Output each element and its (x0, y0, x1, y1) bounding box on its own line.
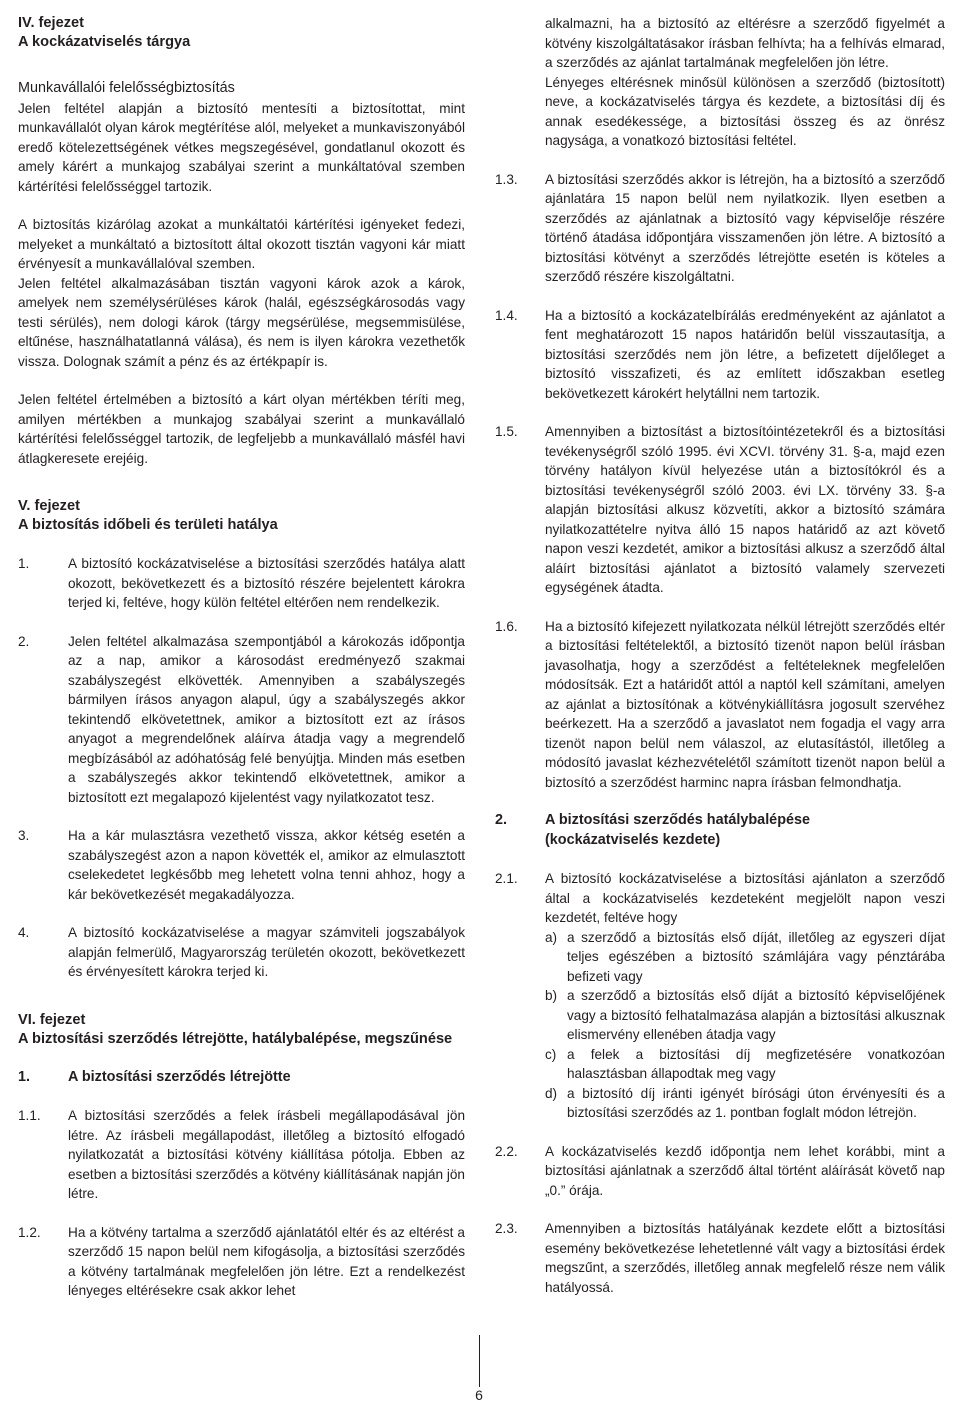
item-text: A biztosítási szerződés a felek írásbeli megállapodásával jön létre. Az írásbeli megállapodást, illetőleg a biztosító elfogadó nyilatkozatát a biztosítási kötvény kiállítása pótolja. Ebben az esetben a biztosítási szerződés a kötvény kiállításának napján jön létre. (68, 1108, 465, 1201)
list-item (495, 170, 945, 287)
item-number: 1.1. (18, 1108, 41, 1123)
right-column (495, 14, 945, 1297)
chapter-4-number: IV. fejezet (18, 15, 84, 31)
continued-paragraph (495, 73, 945, 151)
list-item (495, 1142, 945, 1201)
section-number: 2. (495, 812, 508, 828)
left-column (18, 14, 465, 1301)
item-text: Ha a kötvény tartalma a szerződő ajánlatától eltér és az eltérést a szerződő 15 napon belül nem kifogásolja, a biztosítási szerződés a kötvény tartalmának megfelelően jön létre. Ezt a rendelkezést lényeges eltérésekre csak akkor lehet (68, 1224, 465, 1298)
item-number: 2.3. (495, 1221, 518, 1236)
section-2-heading (495, 811, 945, 850)
list-item (18, 923, 465, 982)
item-number: 1.3. (495, 171, 518, 187)
item-number: 1.2. (18, 1224, 41, 1240)
sub-item-letter: a) (545, 929, 558, 945)
item-number: 2. (18, 633, 30, 649)
section-title: A biztosítási szerződés létrejötte (68, 1068, 291, 1085)
item-number: 4. (18, 925, 30, 940)
sub-list-item (545, 1084, 945, 1123)
chapter-6-number: VI. fejezet (18, 1011, 86, 1028)
continued-text-2: Lényeges eltérésnek minősül különösen a szerződő (biztosított) neve, a kockázatviselés tárgya és kezdete, a biztosítási díj és annak esedékessége, a biztosítási összeg és az önrész nagysága, a vonatkozó biztosítási feltétel. (545, 74, 945, 148)
list-item (495, 422, 945, 598)
item-number: 1.6. (495, 618, 518, 634)
list-item (495, 306, 945, 404)
liability-paragraph-4: Jelen feltétel értelmében a biztosító a kárt olyan mértékben téríti meg, amilyen mértékben a munkajog szabályai szerint a munkavállaló kártérítési felelősséggel tartozik, de legfeljebb a munkavállaló másfél havi átlagkeresete erejéig. (18, 392, 465, 466)
chapter-5-number: V. fejezet (18, 498, 80, 514)
item-number: 1. (18, 556, 30, 571)
page-number: 6 (466, 1387, 492, 1403)
sub-item-text: a biztosító díj iránti igényét bírósági úton érvényesíti és a biztosítási szerződés az 1. pontban foglalt módon létrejön. (567, 1085, 945, 1120)
continued-paragraph (495, 14, 945, 73)
list-item (495, 1219, 945, 1297)
section-number: 1. (18, 1068, 31, 1085)
sub-item-text: a felek a biztosítási díj megfizetésére vonatkozóan halasztásban állapodtak meg vagy (567, 1046, 945, 1081)
item-text: A biztosító kockázatviselése a biztosítási szerződés hatálya alatt okozott, bekövetkezett és a biztosító részére bejelentett károkra terjed ki, feltéve, hogy külön feltétel eltérően nem rendelkezik. (68, 556, 465, 610)
list-item (495, 617, 945, 793)
item-number: 2.1. (495, 871, 518, 886)
list-item (18, 632, 465, 808)
item-text: Ha a biztosító kifejezett nyilatkozata nélkül létrejött szerződés eltér a biztosítási feltételektől, a biztosító tizenöt napon belül írásban javasolhatja, hogy a szerződést a feltételeknek megfelelően módosítsák. Ezt a határidőt attól a naptól kell számítani, amelyen az ajánlat a biztosítónak a kötvénykiállításra jogosult szervéhez beérkezett. Ha a szerződő a javaslatot nem fogadja el vagy arra tizenöt napon belül nem válaszol, az elutasítástól, illetőleg a módosító javaslat kézhezvételétől számított tizenöt napon belül a biztosító a szerződést harminc napra írásban felmondhatja. (545, 618, 945, 790)
item-number: 2.2. (495, 1143, 518, 1159)
item-text: Ha a biztosító a kockázatelbírálás eredményeként az ajánlatot a fent meghatározott 15 napos határidőn belül visszautasítja, a biztosítási szerződés nem jön létre, a befizetett díjelőleget a biztosító visszafizeti, és az említett időszakban esetleg bekövetkezett károkért helytállni nem tartozik. (545, 307, 945, 401)
section-title-line-1: A biztosítási szerződés hatálybalépése (545, 812, 810, 828)
item-text: A biztosító kockázatviselése a magyar számviteli jogszabályok alapján felmerülő, Magyarország területén okozott, bekövetkezett és érvényesített károkra terjed ki. (68, 925, 465, 979)
list-item (18, 1223, 465, 1301)
item-text: Amennyiben a biztosítás hatályának kezdete előtt a biztosítási esemény bekövetkezése lehetetlenné vált vagy a biztosítási érdek megszűnt, a szerződés, illetőleg annak megfelelő része nem válik hatályossá. (545, 1221, 945, 1295)
item-number: 1.4. (495, 307, 518, 323)
list-item (18, 826, 465, 904)
item-text: A biztosító kockázatviselése a biztosítási ajánlaton a szerződő által a kockázatviselés kezdeteként megjelölt napon veszi kezdetét, feltéve hogy (545, 871, 945, 925)
sub-item-text: a szerződő a biztosítás első díját, illetőleg az egyszeri díjat teljes egészében a biztosító számlájára vagy pénztárába befizeti vagy (567, 929, 945, 984)
section-title-line-2: (kockázatviselés kezdete) (545, 831, 721, 848)
liability-paragraph-1: Jelen feltétel alapján a biztosító mentesíti a biztosítottat, mint munkavállalót olyan károk megtérítése alól, melyeket a munkaviszonyából eredő kötelezettségének vétkes megszegésével, gondatlanul okozott és amely kárért a munkajog szabályai szerint a munkáltatóval szemben kártérítési felelősséggel tartozik. (18, 100, 465, 194)
list-item (495, 869, 945, 1123)
list-item (18, 554, 465, 613)
chapter-5-title: A biztosítás időbeli és területi hatálya (18, 517, 278, 533)
sub-list-item (545, 928, 945, 987)
chapter-6-title: A biztosítási szerződés létrejötte, hatálybalépése, megszűnése (18, 1030, 453, 1047)
item-text: A biztosítási szerződés akkor is létrejön, ha a biztosító a szerződő ajánlatára 15 napon belül nem nyilatkozik. Ilyen esetben a szerződés az ajánlatnak a biztosító vagy képviselője részére történő átadása időpontjára visszamenően jön létre. A biztosító a biztosítási kötvényt a szerződés létrejötte esetén is köteles a szerződő részére kiszolgáltatni. (545, 171, 945, 284)
item-text: Jelen feltétel alkalmazása szempontjából a károkozás időpontja az a nap, amikor a károsodást eredményező szakmai szabályszegést elkövették. Amennyiben a szabályszegés bármilyen írásos anyagon alapul, úgy a szabályszegés akkor tekintendő elkövetettnek, amikor a biztosított ezt az írásos anyagot a megrendelőnek aláírva átadja vagy a megrendelő megbízásából az adóhatóság felé benyújtja. Minden más esetben a szabályszegés akkor tekintendő elkövetettnek, amikor a biztosított ezt megalapozó kijelentést vagy nyilatkozatot tesz. (68, 633, 465, 805)
item-text: Amennyiben a biztosítást a biztosítóintézetekről és a biztosítási tevékenységről szóló 1995. évi XCVI. törvény 31. §-a, majd ezen törvény hatályon kívül helyezése után a biztosítókról és a biztosítási tevékenységről szóló 2003. évi LX. törvény 33. §-a alapján biztosítási alkusz közvetíti, akkor a biztosító számára nyilatkozattételre nyitva álló 15 napos határidő az azt követő napon veszi kezdetét, amikor a biztosítási alkusz a szerződő által aláírt biztosítási ajánlatot a biztosító valamely szervezeti egységének átadta. (545, 424, 945, 595)
sub-item-letter: c) (545, 1046, 557, 1062)
list-item (18, 1106, 465, 1204)
sub-item-letter: b) (545, 988, 558, 1003)
continued-text-1: alkalmazni, ha a biztosító az eltérésre a szerződő figyelmét a kötvény kiszolgáltatásakor írásban felhívta; ha a felhívás elmarad, a szerződés az ajánlat tartalmának megfelelően jön létre. (545, 16, 945, 70)
sub-item-letter: d) (545, 1085, 558, 1101)
liability-insurance-title: Munkavállalói felelősségbiztosítás (18, 80, 235, 96)
item-number: 3. (18, 828, 30, 843)
item-text: A kockázatviselés kezdő időpontja nem lehet korábbi, mint a biztosítási ajánlatnak a szerződő által történt aláírását követő nap „0.” órája. (545, 1143, 945, 1198)
item-text: Ha a kár mulasztásra vezethető vissza, akkor kétség esetén a szabályszegést azon a napon követték el, amikor az elmulasztott cselekedetet legkésőbb meg lehetett volna tenni ahhoz, hogy a kár bekövetkezését megakadályozza. (68, 828, 465, 902)
chapter-4-title: A kockázatviselés tárgya (18, 34, 191, 50)
sub-item-text: a szerződő a biztosítás első díját a biztosító képviselőjének vagy a biztosító felhatalmazása alapján a biztosítási alkusznak elismervény ellenében átadja vagy (567, 988, 945, 1042)
liability-paragraph-2: A biztosítás kizárólag azokat a munkáltatói kártérítési igényeket fedezi, melyeket a munkáltató a biztosított által okozott tisztán vagyoni kár miatt érvényesít a munkavállalóval szemben. (18, 217, 465, 271)
liability-paragraph-3: Jelen feltétel alkalmazásában tisztán vagyoni károk azok a károk, amelyek nem személysérüléses károk (halál, egészségkárosodás vagy testi sérülés), nem dologi károk (tárgy megsérülése, megsemmisülése, eltűnése, használhatatlanná válása), és nem is ilyen károkra vezethetők vissza. Dolognak számít a pénz és az értékpapír is. (18, 275, 465, 369)
item-number: 1.5. (495, 424, 518, 439)
sub-list-item (545, 986, 945, 1045)
sub-list-item (545, 1045, 945, 1084)
section-1-heading (18, 1068, 465, 1088)
